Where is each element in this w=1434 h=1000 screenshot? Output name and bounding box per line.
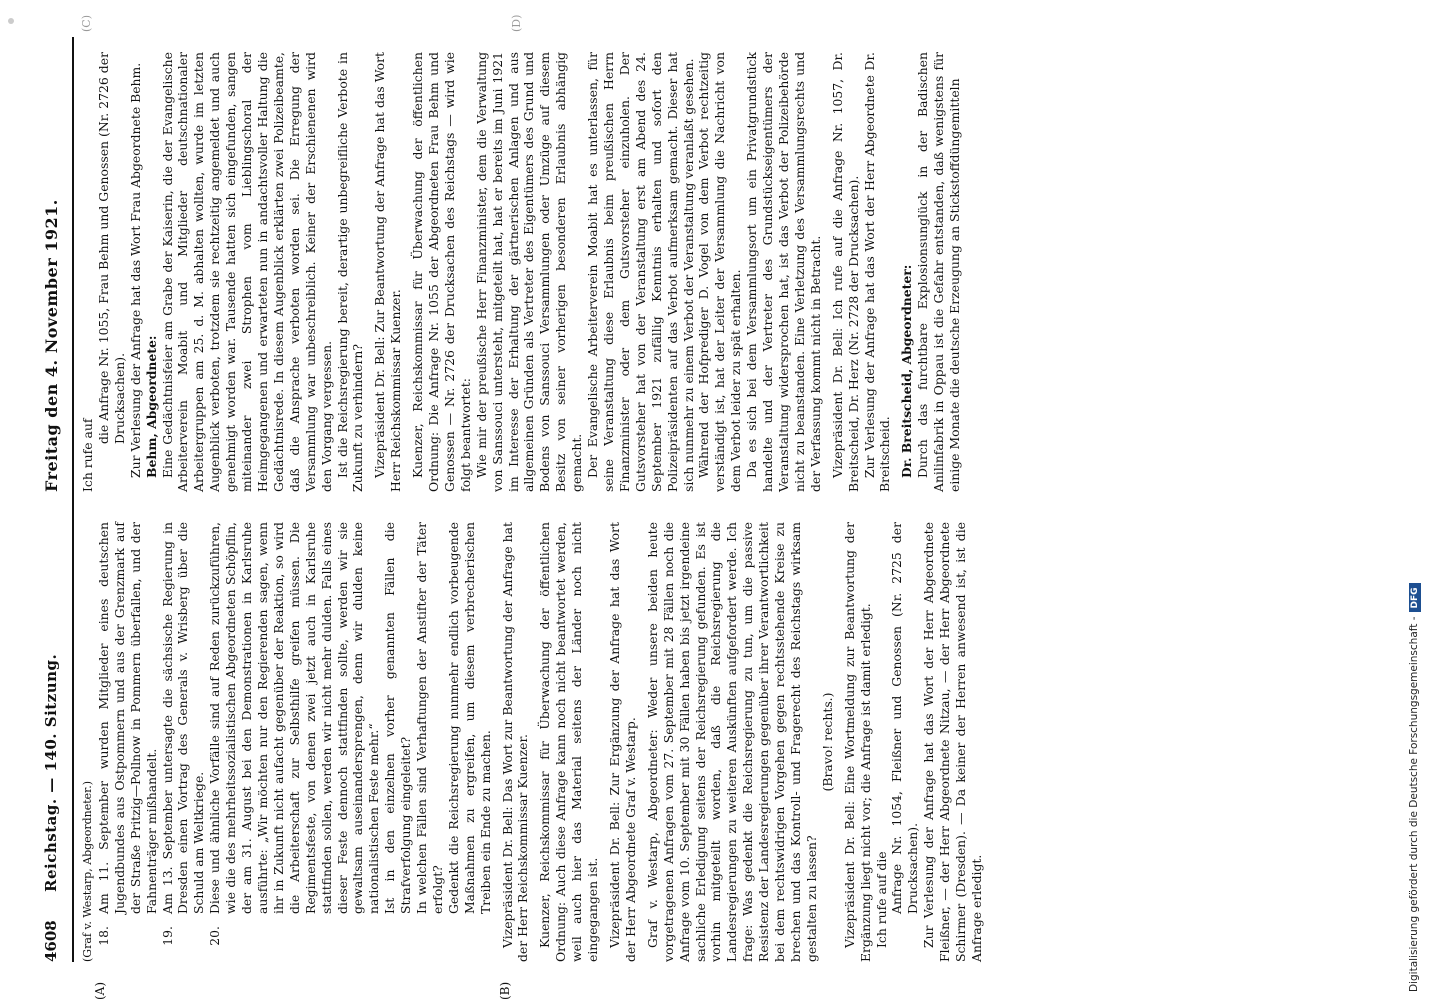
paragraph: Zur Verlesung der Anfrage hat das Wort der Herr Abgeordnete Fleißner, — der Herr Abgeordnete Nitzau, — der Herr Abgeordnete Schirmer (Dresden). — Da keiner der Herren anwesend ist, ist die Anfrage erledigt. (921, 522, 984, 962)
page-header (40, 37, 74, 962)
paragraph: Ich rufe auf (80, 418, 95, 492)
paragraph: Kuenzer, Reichskommissar für Überwachung der öffentlichen Ordnung: Auch diese Anfrage kann noch nicht beantwortet werden, weil auch hier das Material seitens der Länder noch nicht eingegangen ist. (537, 522, 601, 962)
left-column (80, 522, 985, 962)
paragraph: Zur Verlesung der Anfrage hat das Wort der Herr Abgeordnete Dr. Breitscheid. (861, 52, 893, 492)
paragraph: Eine Gedächtnisfeier am Grabe der Kaiserin, die der Evangelische Arbeiterverein Moabit und Mitglieder deutschnationaler Arbeitergruppen am 25. d. M. abhalten wollten, wurde im letzten Augenblick verboten, trotzdem sie rechtzeitig angemeldet und auch genehmigt worden war. Tausende hatten sich eingefunden, sangen miteinander zwei Strophen vom Lieblingschoral der Heimgegangenen und erwarteten nun in andachtsvoller Haltung die Gedächtnisrede. In diesem Augenblick erklärten zwei Polizeibeamte, daß die Ansprache verboten worden sei. Die Erregung der Versammlung war unbeschreiblich. Keiner der Erschienenen wird den Vorgang vergessen. (159, 52, 334, 492)
paragraph: Kuenzer, Reichskommissar für Überwachung der öffentlichen Ordnung: Die Anfrage Nr. 1055 der Abgeordneten Frau Behm und Genossen — Nr. 2726 der Drucksachen des Reichstags — wird wie folgt beantwortet: (410, 52, 473, 492)
paragraph: Wie mir der preußische Herr Finanzminister, dem die Verwaltung von Sanssouci untersteht, mitgeteilt hat, hat er bereits im Juni 1921 im Interesse der Erhaltung der gärtnerischen Anlagen und aus allgemeinen Gründen als Vertreter des Eigentümers des Grund und Bodens von Sanssouci Versammlungen oder Umzüge auf diesem Besitz von seiner vorherigen besonderen Erlaubnis abhängig gemacht. (473, 52, 585, 492)
paragraph: Während der Hofprediger D. Vogel von dem Verbot rechtzeitig verständigt ist, hat der Leiter der Versammlung die Nachricht von dem Verbot leider zu spät erhalten. (696, 52, 744, 492)
paragraph: Vizepräsident Dr. Bell: Ich rufe auf die Anfrage Nr. 1057, Dr. Breitscheid, Dr. Herz (Nr. 2728 der Drucksachen). (829, 52, 861, 492)
paragraph: Vizepräsident Dr. Bell: Zur Ergänzung der Anfrage hat das Wort der Herr Abgeordnete Graf v. Westarp. (607, 522, 638, 962)
margin-mark-a: (A) (93, 981, 107, 1000)
applause: (Bravo! rechts.) (819, 692, 835, 792)
header-left: Reichstag. — 140. Sitzung. (42, 653, 60, 892)
header-right: Freitag den 4. November 1921. (42, 199, 61, 492)
paragraph: Vizepräsident Dr. Bell: Das Wort zur Beantwortung der Anfrage hat der Herr Reichskommissar Kuenzer. (499, 522, 531, 962)
margin-mark-b: (B) (498, 981, 512, 1000)
digitization-text: Digitalisierung gefördert durch die Deutsche Forschungsgemeinschaft - (1408, 616, 1420, 992)
list-item: 20. Diese und ähnliche Vorfälle sind auf Reden zurückzuführen, wie die des mehrheitssozialistischen Abgeordneten Schöpflin, der am 31. August bei den Demonstrationen in Karlsruhe ausführte: „Wir möchten nur den Regierenden sagen, wenn ihr in Zukunft nicht aufacht gegenüber der Reaktion, so wird die Arbeiterschaft zur Selbsthilfe greifen müssen. Die Regimentsfeste, von denen zwei jetzt auch in Karlsruhe stattfinden sollen, werden wir nicht mehr dulden. Falls eines dieser Feste dennoch stattfinden sollte, werden wir sie gewaltsam auseinandersprengen, denn wir dulden keine nationalistischen Feste mehr.“ (207, 522, 382, 946)
paragraph: Vizepräsident Dr. Bell: Eine Wortmeldung zur Beantwortung der Ergänzung liegt nicht vor; die Anfrage ist damit erledigt. (841, 522, 873, 962)
paragraph: Vizepräsident Dr. Bell: Zur Beantwortung der Anfrage hat das Wort Herr Reichskommissar Kuenzer. (372, 52, 404, 492)
paragraph: Der Evangelische Arbeiterverein Moabit hat es unterlassen, für seine Veranstaltung diese Erlaubnis beim preußischen Herrn Finanzminister oder dem Gutsvorsteher einzuholen. Der Gutsvorsteher hat von der Veranstaltung erst am Abend des 24. September 1921 zufällig Kenntnis erhalten und sofort den Polizeipräsidenten auf das Verbot aufmerksam gemacht. Dieser hat sich nunmehr zu einem Verbot der Veranstaltung veranlaßt gesehen. (585, 52, 696, 492)
paragraph: Da es sich bei dem Versammlungsort um ein Privatgrundstück handelte und der Vertreter des Grundstückseigentümers der Veranstaltung widersprochen hat, ist das Verbot der Polizeibehörde nicht zu beanstanden. Eine Verletzung des Versammlungsrechts und der Verfassung kommt nicht in Betracht. (744, 52, 823, 492)
paragraph: Ich rufe auf die (873, 851, 889, 948)
right-column (80, 52, 963, 492)
paragraph: Durch das furchtbare Explosionsunglück in der Badischen Anilinfabrik in Oppau ist die Gefahr entstanden, daß wenigstens für einige Monate die deutsche Erzeugung an Stickstoffdüngemitteln (915, 52, 963, 492)
call-item: Anfrage Nr. 1054, Fleißner und Genossen (Nr. 2725 der Drucksachen). (889, 522, 921, 914)
question: Gedenkt die Reichsregierung nunmehr endlich vorbeugende Maßnahmen zu ergreifen, um diesem verbrecherischen Treiben ein Ende zu machen. (445, 522, 493, 914)
list-item: 18. Am 11. September wurden Mitglieder eines deutschen Jugendbundes aus Ostpommern und aus der Grenzmark auf der Straße Pritzig—Pollnow in Pommern überfallen, und der Fahnenträger mißhandelt. (95, 522, 159, 946)
margin-mark-c: (C) (80, 15, 93, 32)
page-number: 4608 (42, 920, 60, 962)
list-item: 19. Am 13. September untersagte die sächsische Regierung in Dresden einen Vortrag des Generals v. Wrisberg über die Schuld am Weltkriege. (159, 522, 207, 946)
paragraph: Ist die Reichsregierung bereit, derartige unbegreifliche Verbote in Zukunft zu verhindern? (334, 52, 366, 492)
question: Ist in den einzelnen vorher genannten Fällen die Strafverfolgung eingeleitet? (382, 522, 414, 914)
question: In welchen Fällen sind Verhaftungen der Anstifter der Täter erfolgt? (414, 522, 445, 914)
speaker: Dr. Breitscheid, Abgeordneter: (899, 264, 915, 478)
dfg-logo: DFG (1409, 583, 1421, 612)
rotated-page (40, 14, 1395, 1000)
column-head: (Graf v. Westarp, Abgeordneter.) (81, 780, 94, 962)
margin-mark-d: (D) (510, 14, 523, 32)
call-item: die Anfrage Nr. 1055, Frau Behm und Genossen (Nr. 2726 der Drucksachen). (95, 52, 127, 444)
paragraph: Zur Verlesung der Anfrage hat das Wort Frau Abgeordnete Behm. (127, 62, 143, 478)
speaker: Behm, Abgeordnete: (143, 335, 159, 478)
digitization-note (1408, 7, 1430, 992)
paragraph: Graf v. Westarp, Abgeordneter: Weder unsere beiden heute vorgetragenen Anfragen vom 27. September mit 28 Fällen noch die Anfrage vom 10. September mit 30 Fällen haben bis jetzt irgendeine sachliche Erledigung seitens der Reichsregierung gefunden. Es ist vorhin mitgeteilt worden, daß die Reichsregierung die Landesregierungen zu weiteren Auskünften aufgefordert werde. Ich frage: Was gedenkt die Reichsregierung zu tun, um die passive Resistenz der Landesregierungen gegenüber ihrer Verantwortlichkeit bei dem rechtswidrigen Vorgehen gegen rechtsstehende Kreise zu brechen und das Kontroll- und Fragerecht des Reichstags wirksam gestalten zu lassen? (644, 522, 819, 962)
scan-speck (8, 18, 14, 24)
